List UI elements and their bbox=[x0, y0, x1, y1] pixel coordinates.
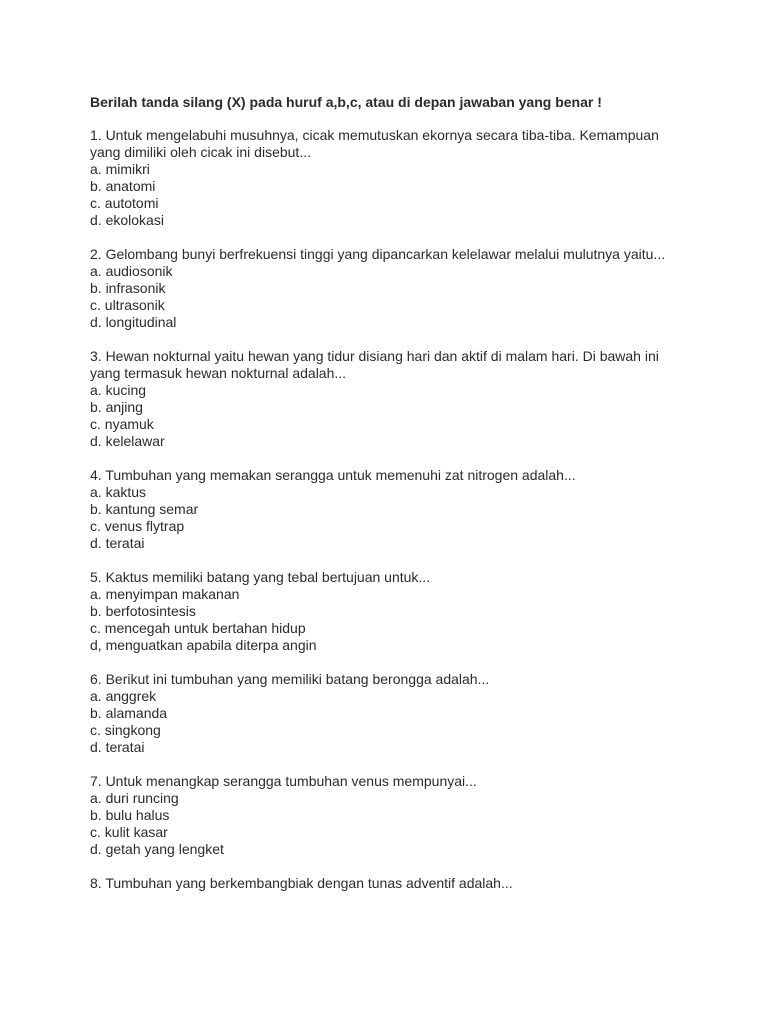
question-1 bbox=[90, 127, 690, 229]
option-c: c. nyamuk bbox=[90, 416, 154, 432]
option-d: d. kelelawar bbox=[90, 433, 165, 449]
option-d: d. teratai bbox=[90, 535, 145, 551]
option-b: b. bulu halus bbox=[90, 807, 170, 823]
option-a: a. kaktus bbox=[90, 484, 147, 500]
option-b: b. infrasonik bbox=[90, 280, 166, 296]
document-page bbox=[90, 94, 690, 909]
option-b: b. kantung semar bbox=[90, 501, 199, 517]
option-b: b. anatomi bbox=[90, 178, 156, 194]
option-c: c. kulit kasar bbox=[90, 824, 168, 840]
option-b: b. berfotosintesis bbox=[90, 603, 196, 619]
question-text: 6. Berikut ini tumbuhan yang memiliki batang berongga adalah... bbox=[90, 671, 490, 687]
question-text: 4. Tumbuhan yang memakan serangga untuk memenuhi zat nitrogen adalah... bbox=[90, 467, 576, 483]
option-c: c. singkong bbox=[90, 722, 161, 738]
option-a: a. menyimpan makanan bbox=[90, 586, 240, 602]
question-text: 3. Hewan nokturnal yaitu hewan yang tidur disiang hari dan aktif di malam hari. Di bawah ini yang termasuk hewan nokturnal adalah... bbox=[90, 348, 659, 381]
instruction-heading: Berilah tanda silang (X) pada huruf a,b,c, atau di depan jawaban yang benar ! bbox=[90, 94, 602, 110]
option-d: d. ekolokasi bbox=[90, 212, 164, 228]
option-c: c. autotomi bbox=[90, 195, 159, 211]
question-text: 8. Tumbuhan yang berkembangbiak dengan tunas adventif adalah... bbox=[90, 875, 513, 891]
question-3 bbox=[90, 348, 690, 450]
option-d: d. longitudinal bbox=[90, 314, 177, 330]
question-5 bbox=[90, 569, 690, 654]
option-d: d. teratai bbox=[90, 739, 145, 755]
option-c: c. mencegah untuk bertahan hidup bbox=[90, 620, 306, 636]
question-text: 7. Untuk menangkap serangga tumbuhan venus mempunyai... bbox=[90, 773, 477, 789]
question-text: 1. Untuk mengelabuhi musuhnya, cicak memutuskan ekornya secara tiba-tiba. Kemampuan yang dimiliki oleh cicak ini disebut... bbox=[90, 127, 659, 160]
question-8 bbox=[90, 875, 690, 892]
question-7 bbox=[90, 773, 690, 858]
option-a: a. audiosonik bbox=[90, 263, 173, 279]
question-text: 5. Kaktus memiliki batang yang tebal bertujuan untuk... bbox=[90, 569, 431, 585]
option-a: a. duri runcing bbox=[90, 790, 179, 806]
question-2 bbox=[90, 246, 690, 331]
option-a: a. kucing bbox=[90, 382, 147, 398]
option-c: c. ultrasonik bbox=[90, 297, 165, 313]
option-b: b. anjing bbox=[90, 399, 143, 415]
option-c: c. venus flytrap bbox=[90, 518, 185, 534]
question-6 bbox=[90, 671, 690, 756]
question-text: 2. Gelombang bunyi berfrekuensi tinggi yang dipancarkan kelelawar melalui mulutnya yaitu... bbox=[90, 246, 666, 262]
option-d: d, menguatkan apabila diterpa angin bbox=[90, 637, 317, 653]
question-4 bbox=[90, 467, 690, 552]
option-a: a. anggrek bbox=[90, 688, 157, 704]
option-b: b. alamanda bbox=[90, 705, 168, 721]
option-d: d. getah yang lengket bbox=[90, 841, 224, 857]
option-a: a. mimikri bbox=[90, 161, 150, 177]
